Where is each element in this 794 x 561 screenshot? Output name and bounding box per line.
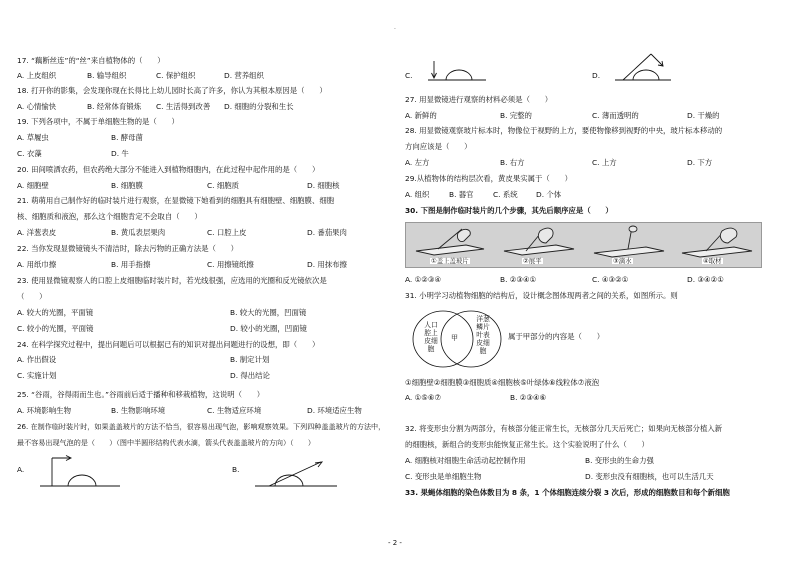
question-18: 18. 打开你的影集，会发现你现在长得比上幼儿园时长高了许多，你认为其根本原因是（ ） — [17, 86, 327, 95]
option-b: B. — [232, 465, 240, 474]
venn-diagram — [412, 309, 502, 369]
option-a: A. 洋葱表皮 — [17, 228, 57, 237]
option-b: B. ②③④⑥ — [510, 393, 547, 402]
venn-left-line: 胞 — [427, 345, 435, 353]
question-29: 29.从植物体的结构层次看，黄皮果实属于（ ） — [405, 174, 572, 183]
option-b: B. 器官 — [449, 190, 474, 199]
diagram-d — [615, 52, 675, 84]
option-b: B. 右方 — [500, 158, 525, 167]
question-22: 22. 当你发现显微镜镜头不清洁时，除去污物的正确方法是（ ） — [17, 244, 239, 253]
venn-right-line: 胞 — [479, 347, 487, 355]
option-b: B. 酵母菌 — [111, 133, 143, 142]
venn-right — [472, 315, 494, 355]
step-4-label: ④取材 — [703, 257, 722, 265]
option-d: D. ③④②① — [687, 275, 724, 284]
venn-left-line: 皮细 — [424, 337, 438, 345]
option-d: D. 细胞的分裂和生长 — [224, 102, 294, 111]
venn-left — [420, 321, 442, 353]
option-c: C. 口腔上皮 — [207, 228, 247, 237]
question-21: 21. 萌萌用自己制作好的临时装片进行观察，在显微镜下她看到的细胞具有细胞壁、细胞膜、细胞 — [17, 196, 335, 205]
option-b: B. 输导组织 — [87, 71, 127, 80]
question-32-cont: 的细胞核，新组合的变形虫能恢复正常生长。这个实验说明了什么（ ） — [405, 440, 649, 449]
page-number: - 2 - — [388, 539, 402, 547]
question-19: 19. 下列各项中，不属于单细胞生物的是（ ） — [17, 117, 179, 126]
option-c: C. 上方 — [592, 158, 617, 167]
option-c: C. 生活得到改善 — [156, 102, 211, 111]
question-26: 26. 在制作临时装片时，如果盖盖玻片的方法不恰当，很容易出现气泡，影响观察效果。下列四种盖盖玻片的方法中， — [17, 422, 386, 431]
question-17: 17. “藕断丝连”的“丝”来自植物体的（ ） — [17, 56, 165, 65]
venn-right-line: 鳞片 — [476, 323, 490, 331]
question-20: 20. 田间喷洒农药，但农药绝大部分不能进入到植物细胞内，在此过程中起作用的是（ ） — [17, 165, 320, 174]
option-c: C. — [405, 71, 413, 80]
question-33: 33. 果蝇体细胞的染色体数目为 8 条，1 个体细胞连续分裂 3 次后，形成的细胞数目和每个新细胞 — [405, 488, 730, 497]
option-b: B. 生物影响环境 — [111, 406, 166, 415]
question-31-cont: 属于甲部分的内容是（ ） — [508, 332, 605, 341]
option-c: C. 薄而透明的 — [592, 111, 639, 120]
option-b: B. 细胞膜 — [111, 181, 143, 190]
venn-right-line: 皮细 — [476, 339, 490, 347]
option-b: B. 用手指擦 — [111, 260, 151, 269]
diagram-b — [255, 456, 340, 488]
option-b: B. ②③④① — [500, 275, 537, 284]
question-27: 27. 用显微镜进行观察的材料必须是（ ） — [405, 95, 553, 104]
option-d: D. 变形虫没有细胞核，也可以生活几天 — [585, 472, 714, 481]
option-d: D. 下方 — [687, 158, 713, 167]
venn-right-line: 叶表 — [476, 331, 490, 339]
step-1-label: ①盖上盖玻片 — [431, 257, 469, 265]
question-31: 31. 小明学习动植物细胞的结构后，设计概念图体现两者之间的关系，如图所示。则 — [405, 291, 678, 300]
venn-left-line: 腔上 — [424, 329, 438, 337]
option-a: A. 细胞壁 — [17, 181, 49, 190]
option-d: D. 牛 — [111, 149, 129, 158]
option-c: C. 用擦镜纸擦 — [207, 260, 254, 269]
option-a: A. 上皮组织 — [17, 71, 57, 80]
option-c: C. 系统 — [493, 190, 518, 199]
question-26-cont: 最不容易出现气泡的是（ ）（图中半圆形结构代表水滴，箭头代表盖盖玻片的方向）（ ） — [17, 438, 315, 447]
option-b: B. 变形虫的生命力强 — [585, 456, 654, 465]
option-a: A. 细胞核对细胞生命活动起控制作用 — [405, 456, 526, 465]
option-a: A. 左方 — [405, 158, 430, 167]
option-c: C. 变形虫是单细胞生物 — [405, 472, 482, 481]
option-d: D. 较小的光圈，凹面镜 — [230, 324, 307, 333]
question-28: 28. 用显微镜观察玻片标本时，物像位于视野的上方，要使物像移到视野的中央，玻片标本移动的 — [405, 126, 723, 135]
question-23: 23. 使用显微镜观察人的口腔上皮细胞临时装片时，若光线很强，应选用的光圈和反光镜依次是 — [17, 276, 327, 285]
option-d: D. 干燥的 — [687, 111, 720, 120]
option-c: C. 生物适应环境 — [207, 406, 262, 415]
option-a: A. ①⑤⑥⑦ — [405, 393, 442, 402]
option-d: D. 营养组织 — [224, 71, 264, 80]
venn-right-line: 洋葱 — [476, 315, 490, 323]
question-30: 30. 下图是制作临时装片的几个步骤，其先后顺序应是（ ） — [405, 206, 613, 215]
option-a: A. 用纸巾擦 — [17, 260, 57, 269]
top-mark: · — [394, 26, 396, 33]
option-a: A. 心情愉快 — [17, 102, 57, 111]
option-b: B. 制定计划 — [230, 355, 270, 364]
question-32: 32. 将变形虫分割为两部分，有核部分能正常生长，无核部分几天后死亡；如果向无核部分植入新 — [405, 424, 723, 433]
option-d: D. 环境适应生物 — [307, 406, 362, 415]
option-d: D. 得出结论 — [230, 371, 270, 380]
option-c: C. 衣藻 — [17, 149, 42, 158]
option-d: D. 个体 — [536, 190, 562, 199]
option-a: A. 新鲜的 — [405, 111, 437, 120]
option-a: A. 组织 — [405, 190, 430, 199]
diagram-c — [428, 58, 488, 84]
option-d: D. 细胞核 — [307, 181, 340, 190]
option-b: B. 黄瓜表层果肉 — [111, 228, 166, 237]
option-c: C. 保护组织 — [156, 71, 196, 80]
q31-items: ①细胞壁②细胞膜③细胞质④细胞核⑤叶绿体⑥线粒体⑦液泡 — [405, 378, 600, 387]
option-c: C. 细胞质 — [207, 181, 240, 190]
procedure-illustration — [405, 222, 762, 268]
option-a: A. 较大的光圈，平面镜 — [17, 308, 94, 317]
diagram-a — [40, 456, 120, 488]
option-a: A. — [17, 465, 25, 474]
option-c: C. 较小的光圈，平面镜 — [17, 324, 94, 333]
option-a: A. 作出假设 — [17, 355, 57, 364]
option-a: A. ①②③④ — [405, 275, 442, 284]
option-b: B. 完整的 — [500, 111, 532, 120]
option-a: A. 草履虫 — [17, 133, 49, 142]
option-d: D. 番茄果肉 — [307, 228, 347, 237]
option-b: B. 经常体育锻炼 — [87, 102, 142, 111]
option-c: C. 实施计划 — [17, 371, 57, 380]
option-d: D. — [592, 71, 601, 80]
question-25: 25. “谷雨，谷得雨而生也。”谷雨前后适于播种和移栽植物，这说明（ ） — [17, 390, 265, 399]
question-28-cont: 方向应该是（ ） — [405, 142, 472, 151]
step-2-label: ②展平 — [523, 257, 542, 265]
venn-middle: 甲 — [451, 334, 458, 342]
option-c: C. ④③②① — [592, 275, 629, 284]
option-a: A. 环境影响生物 — [17, 406, 71, 415]
option-d: D. 用抹布擦 — [307, 260, 347, 269]
question-21-cont: 核、细胞质和液泡，那么这个细胞肯定不会取自（ ） — [17, 212, 202, 221]
question-23-cont: （ ） — [17, 292, 47, 301]
question-24: 24. 在科学探究过程中，提出问题后可以根据已有的知识对提出问题进行的设想，即（ ） — [17, 340, 320, 349]
step-3-label: ③滴水 — [613, 257, 632, 265]
venn-left-line: 人口 — [424, 321, 438, 329]
option-b: B. 较大的光圈，凹面镜 — [230, 308, 307, 317]
